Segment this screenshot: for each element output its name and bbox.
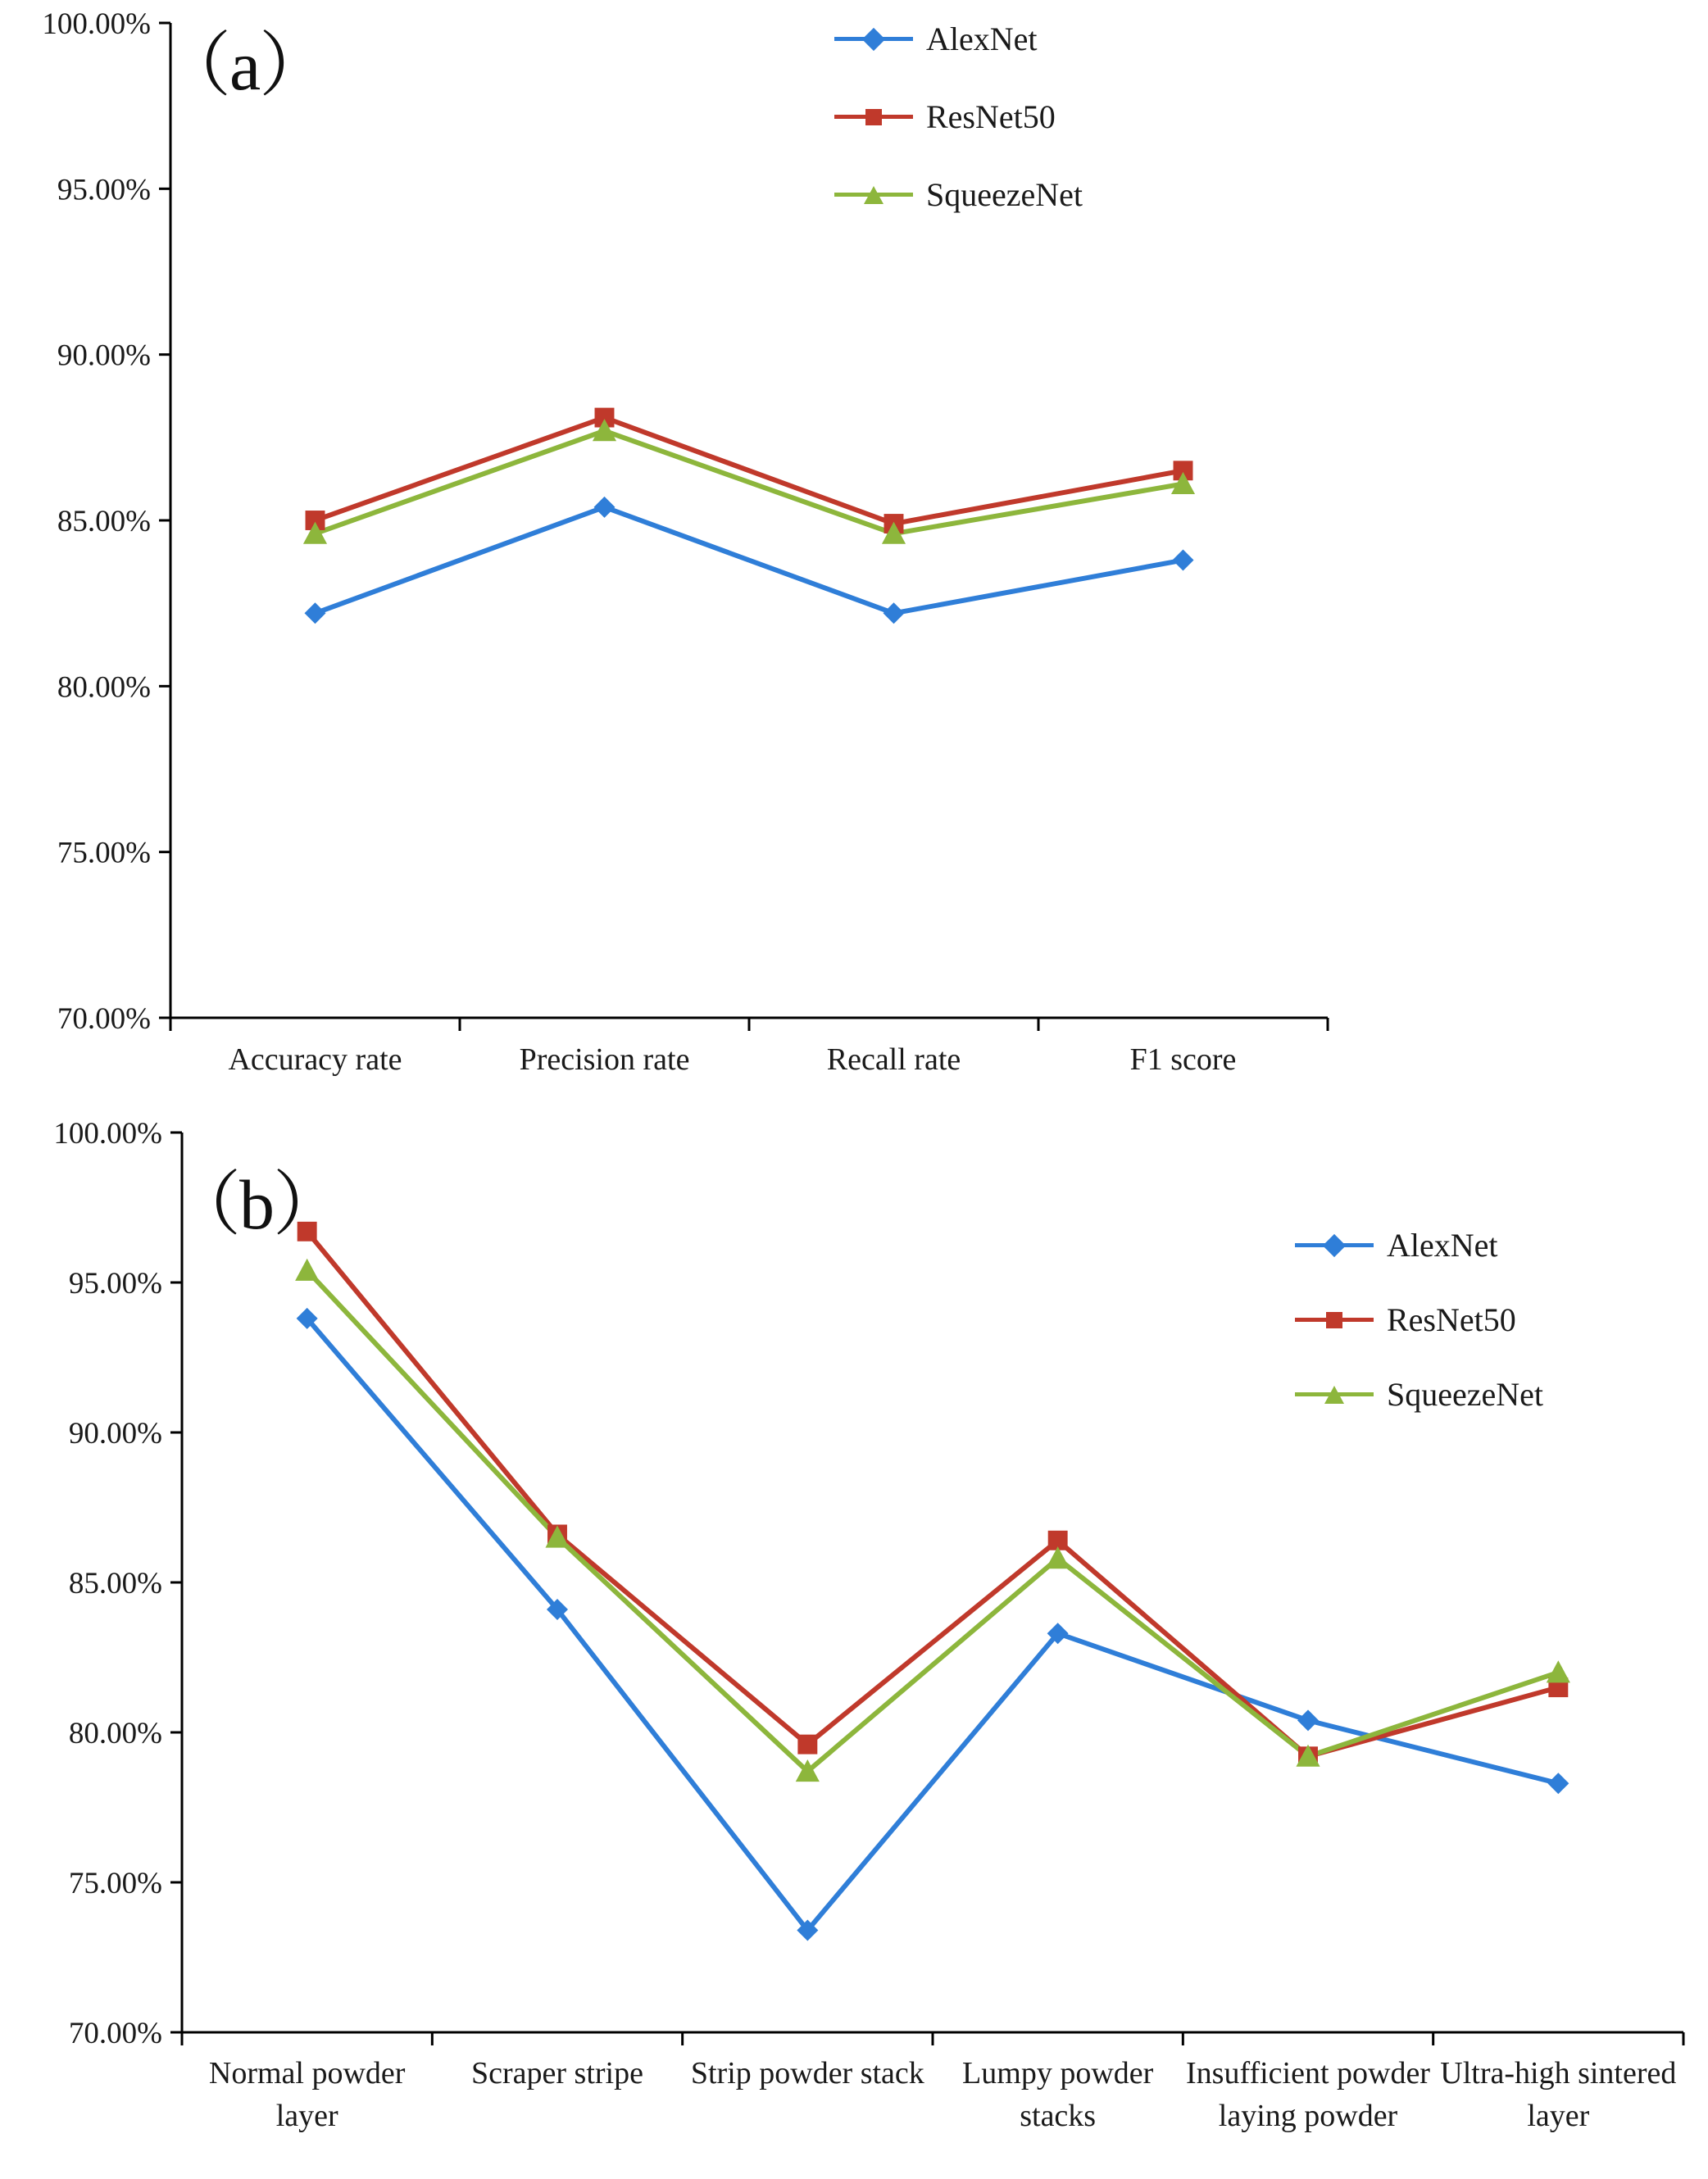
legend-swatch-alexnet bbox=[834, 25, 913, 53]
svg-text:Precision rate: Precision rate bbox=[519, 1042, 690, 1077]
svg-text:laying powder: laying powder bbox=[1218, 2099, 1398, 2133]
legend-item-alexnet-b bbox=[1295, 1226, 1543, 1264]
svg-text:layer: layer bbox=[275, 2099, 338, 2133]
legend-swatch-squeezenet-b bbox=[1295, 1381, 1374, 1409]
legend-item-alexnet bbox=[834, 20, 1083, 58]
svg-text:95.00%: 95.00% bbox=[68, 1267, 162, 1301]
panel-label-a: （a） bbox=[161, 26, 329, 105]
legend-label-squeezenet-b: SqueezeNet bbox=[1387, 1376, 1544, 1413]
svg-text:70.00%: 70.00% bbox=[68, 2017, 162, 2050]
legend-b bbox=[1295, 1226, 1543, 1450]
svg-text:stacks: stacks bbox=[1020, 2099, 1097, 2133]
svg-text:Accuracy rate: Accuracy rate bbox=[228, 1042, 402, 1077]
legend-item-squeezenet-b bbox=[1295, 1375, 1543, 1414]
svg-text:Recall rate: Recall rate bbox=[826, 1042, 961, 1077]
svg-text:100.00%: 100.00% bbox=[53, 1117, 162, 1151]
svg-text:80.00%: 80.00% bbox=[57, 670, 151, 705]
legend-swatch-resnet50 bbox=[834, 103, 913, 131]
svg-text:70.00%: 70.00% bbox=[57, 1002, 151, 1036]
svg-text:Insufficient powder: Insufficient powder bbox=[1186, 2056, 1430, 2090]
svg-text:75.00%: 75.00% bbox=[57, 836, 151, 870]
legend-label-alexnet-b: AlexNet bbox=[1387, 1227, 1498, 1264]
legend-swatch-squeezenet bbox=[834, 181, 913, 209]
svg-text:100.00%: 100.00% bbox=[42, 7, 151, 41]
svg-text:85.00%: 85.00% bbox=[68, 1567, 162, 1600]
legend-swatch-resnet50-b bbox=[1295, 1306, 1374, 1334]
legend-label-squeezenet: SqueezeNet bbox=[926, 176, 1083, 213]
svg-text:F1 score: F1 score bbox=[1129, 1042, 1237, 1077]
svg-text:Strip powder stack: Strip powder stack bbox=[690, 2056, 924, 2090]
legend-item-squeezenet bbox=[834, 175, 1083, 214]
svg-text:95.00%: 95.00% bbox=[57, 173, 151, 207]
svg-text:75.00%: 75.00% bbox=[68, 1867, 162, 1900]
legend-label-alexnet: AlexNet bbox=[926, 20, 1038, 57]
legend-item-resnet50-b bbox=[1295, 1301, 1543, 1339]
svg-text:Ultra-high sintered: Ultra-high sintered bbox=[1440, 2056, 1677, 2090]
svg-text:80.00%: 80.00% bbox=[68, 1717, 162, 1750]
legend-swatch-alexnet-b bbox=[1295, 1232, 1374, 1260]
legend-item-resnet50 bbox=[834, 98, 1083, 136]
legend-label-resnet50-b: ResNet50 bbox=[1387, 1301, 1516, 1338]
svg-text:Normal powder: Normal powder bbox=[208, 2056, 406, 2090]
panel-label-b: （b） bbox=[170, 1165, 342, 1244]
svg-text:90.00%: 90.00% bbox=[57, 338, 151, 373]
svg-text:Scraper stripe: Scraper stripe bbox=[471, 2056, 643, 2090]
svg-text:Lumpy powder: Lumpy powder bbox=[962, 2056, 1154, 2090]
svg-text:layer: layer bbox=[1527, 2099, 1590, 2133]
legend-label-resnet50: ResNet50 bbox=[926, 98, 1056, 135]
legend-a bbox=[834, 20, 1083, 253]
svg-text:90.00%: 90.00% bbox=[68, 1417, 162, 1450]
svg-text:85.00%: 85.00% bbox=[57, 505, 151, 538]
